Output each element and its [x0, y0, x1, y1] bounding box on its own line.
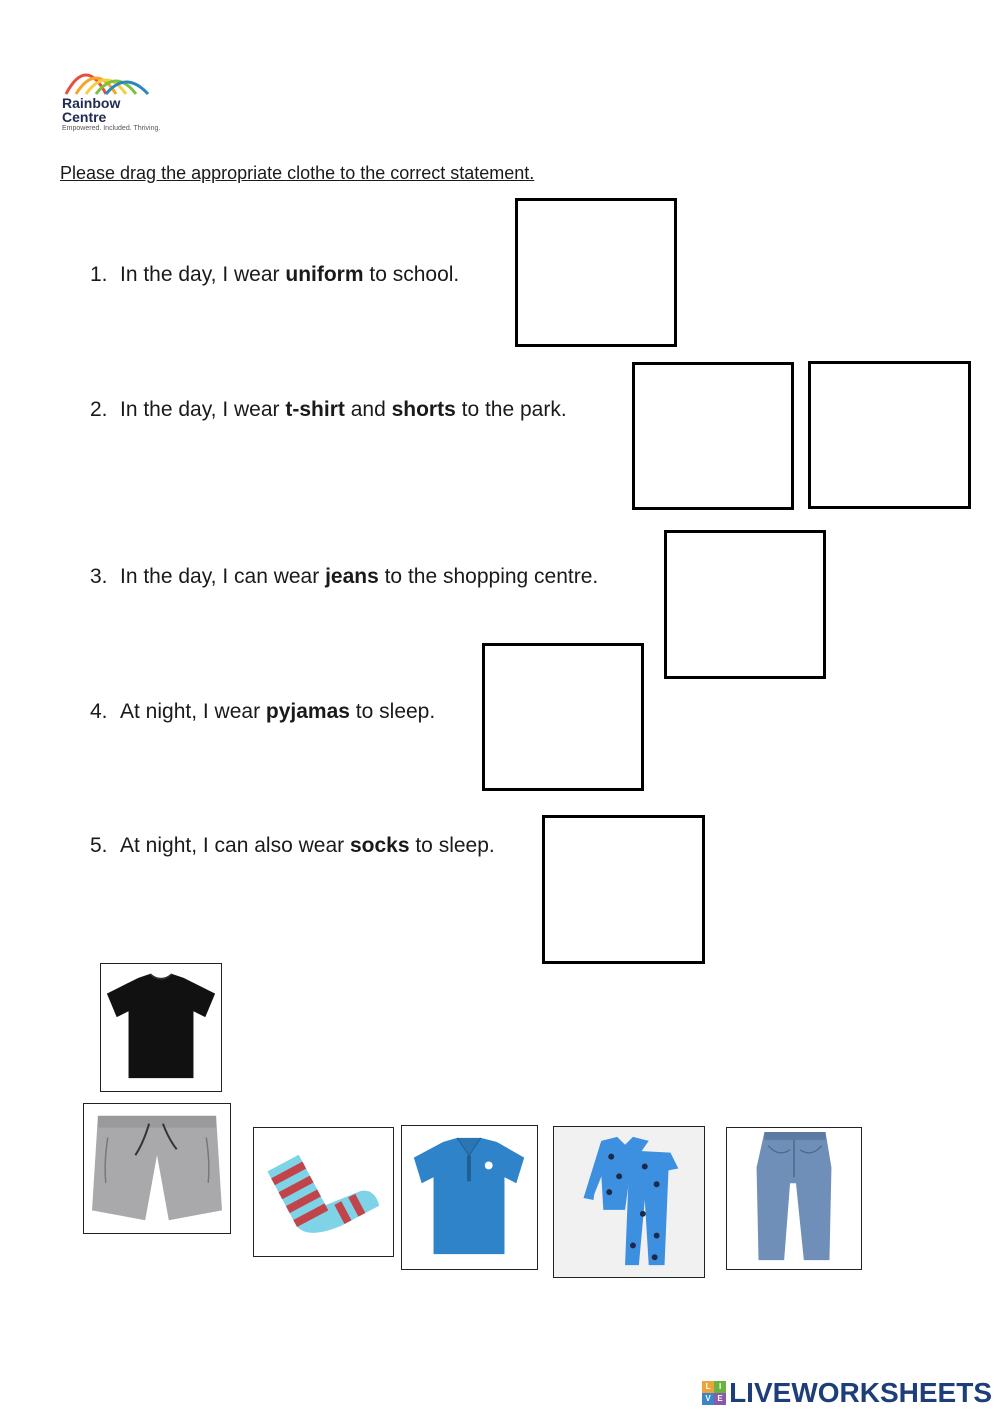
question-number: 3. [90, 565, 108, 588]
question-text: to school. [363, 263, 460, 286]
draggable-blue-polo[interactable] [401, 1125, 538, 1270]
question-text: and [344, 398, 392, 421]
keyword: pyjamas [265, 700, 350, 723]
drop-box-q5[interactable] [542, 815, 705, 964]
logo-tagline: Empowered. Included. Thriving. [62, 125, 161, 132]
drop-box-q1[interactable] [515, 198, 677, 347]
question-number: 5. [90, 834, 108, 857]
logo-name-line1: Rainbow [62, 95, 121, 111]
question-1 [90, 263, 459, 287]
draggable-blue-jeans[interactable] [726, 1127, 862, 1270]
rainbow-centre-logo [58, 58, 178, 138]
question-text: In the day, I wear [120, 263, 286, 286]
question-text: At night, I wear [120, 700, 266, 723]
question-text: In the day, I can wear [120, 565, 326, 588]
keyword: socks [349, 834, 410, 857]
striped-socks-icon [254, 1128, 393, 1256]
liveworksheets-brand [702, 1376, 992, 1410]
drop-box-q3[interactable] [664, 530, 826, 679]
draggable-grey-shorts[interactable] [83, 1103, 231, 1234]
brand-icon-letter: L [702, 1381, 714, 1393]
drop-box-q2-b[interactable] [808, 361, 971, 509]
question-text: to sleep. [349, 700, 436, 723]
grey-shorts-icon [84, 1104, 230, 1233]
drop-box-q2-a[interactable] [632, 362, 794, 510]
question-text: to sleep. [409, 834, 495, 857]
keyword: shorts [391, 398, 456, 421]
brand-icon-letter: I [714, 1381, 726, 1393]
keyword: jeans [325, 565, 379, 588]
draggable-striped-socks[interactable] [253, 1127, 394, 1257]
blue-polo-uniform-icon [402, 1126, 537, 1269]
question-text: to the park. [455, 398, 567, 421]
instruction-text: Please drag the appropriate clothe to the correct statement. [60, 163, 535, 183]
drop-box-q4[interactable] [482, 643, 644, 791]
draggable-black-tshirt[interactable] [100, 963, 222, 1092]
black-tshirt-icon [101, 964, 221, 1091]
blue-pyjamas-icon [554, 1127, 704, 1277]
question-number: 2. [90, 398, 108, 421]
question-number: 1. [90, 263, 108, 286]
question-4 [90, 700, 435, 724]
liveworksheets-icon [702, 1381, 726, 1405]
keyword: t-shirt [285, 398, 345, 421]
liveworksheets-wordmark: LIVEWORKSHEETS [729, 1377, 992, 1408]
keyword: uniform [285, 263, 364, 286]
question-text: In the day, I wear [120, 398, 286, 421]
brand-icon-letter: E [714, 1393, 726, 1405]
logo-name-line2: Centre [62, 109, 107, 125]
question-5 [90, 834, 495, 858]
question-2 [90, 398, 567, 422]
draggable-blue-pyjamas[interactable] [553, 1126, 705, 1278]
question-number: 4. [90, 700, 108, 723]
blue-jeans-icon [727, 1128, 861, 1269]
question-text: At night, I can also wear [120, 834, 350, 857]
question-text: to the shopping centre. [378, 565, 599, 588]
question-3 [90, 565, 598, 589]
rainbow-arcs-icon [62, 58, 152, 96]
brand-icon-letter: V [702, 1393, 714, 1405]
